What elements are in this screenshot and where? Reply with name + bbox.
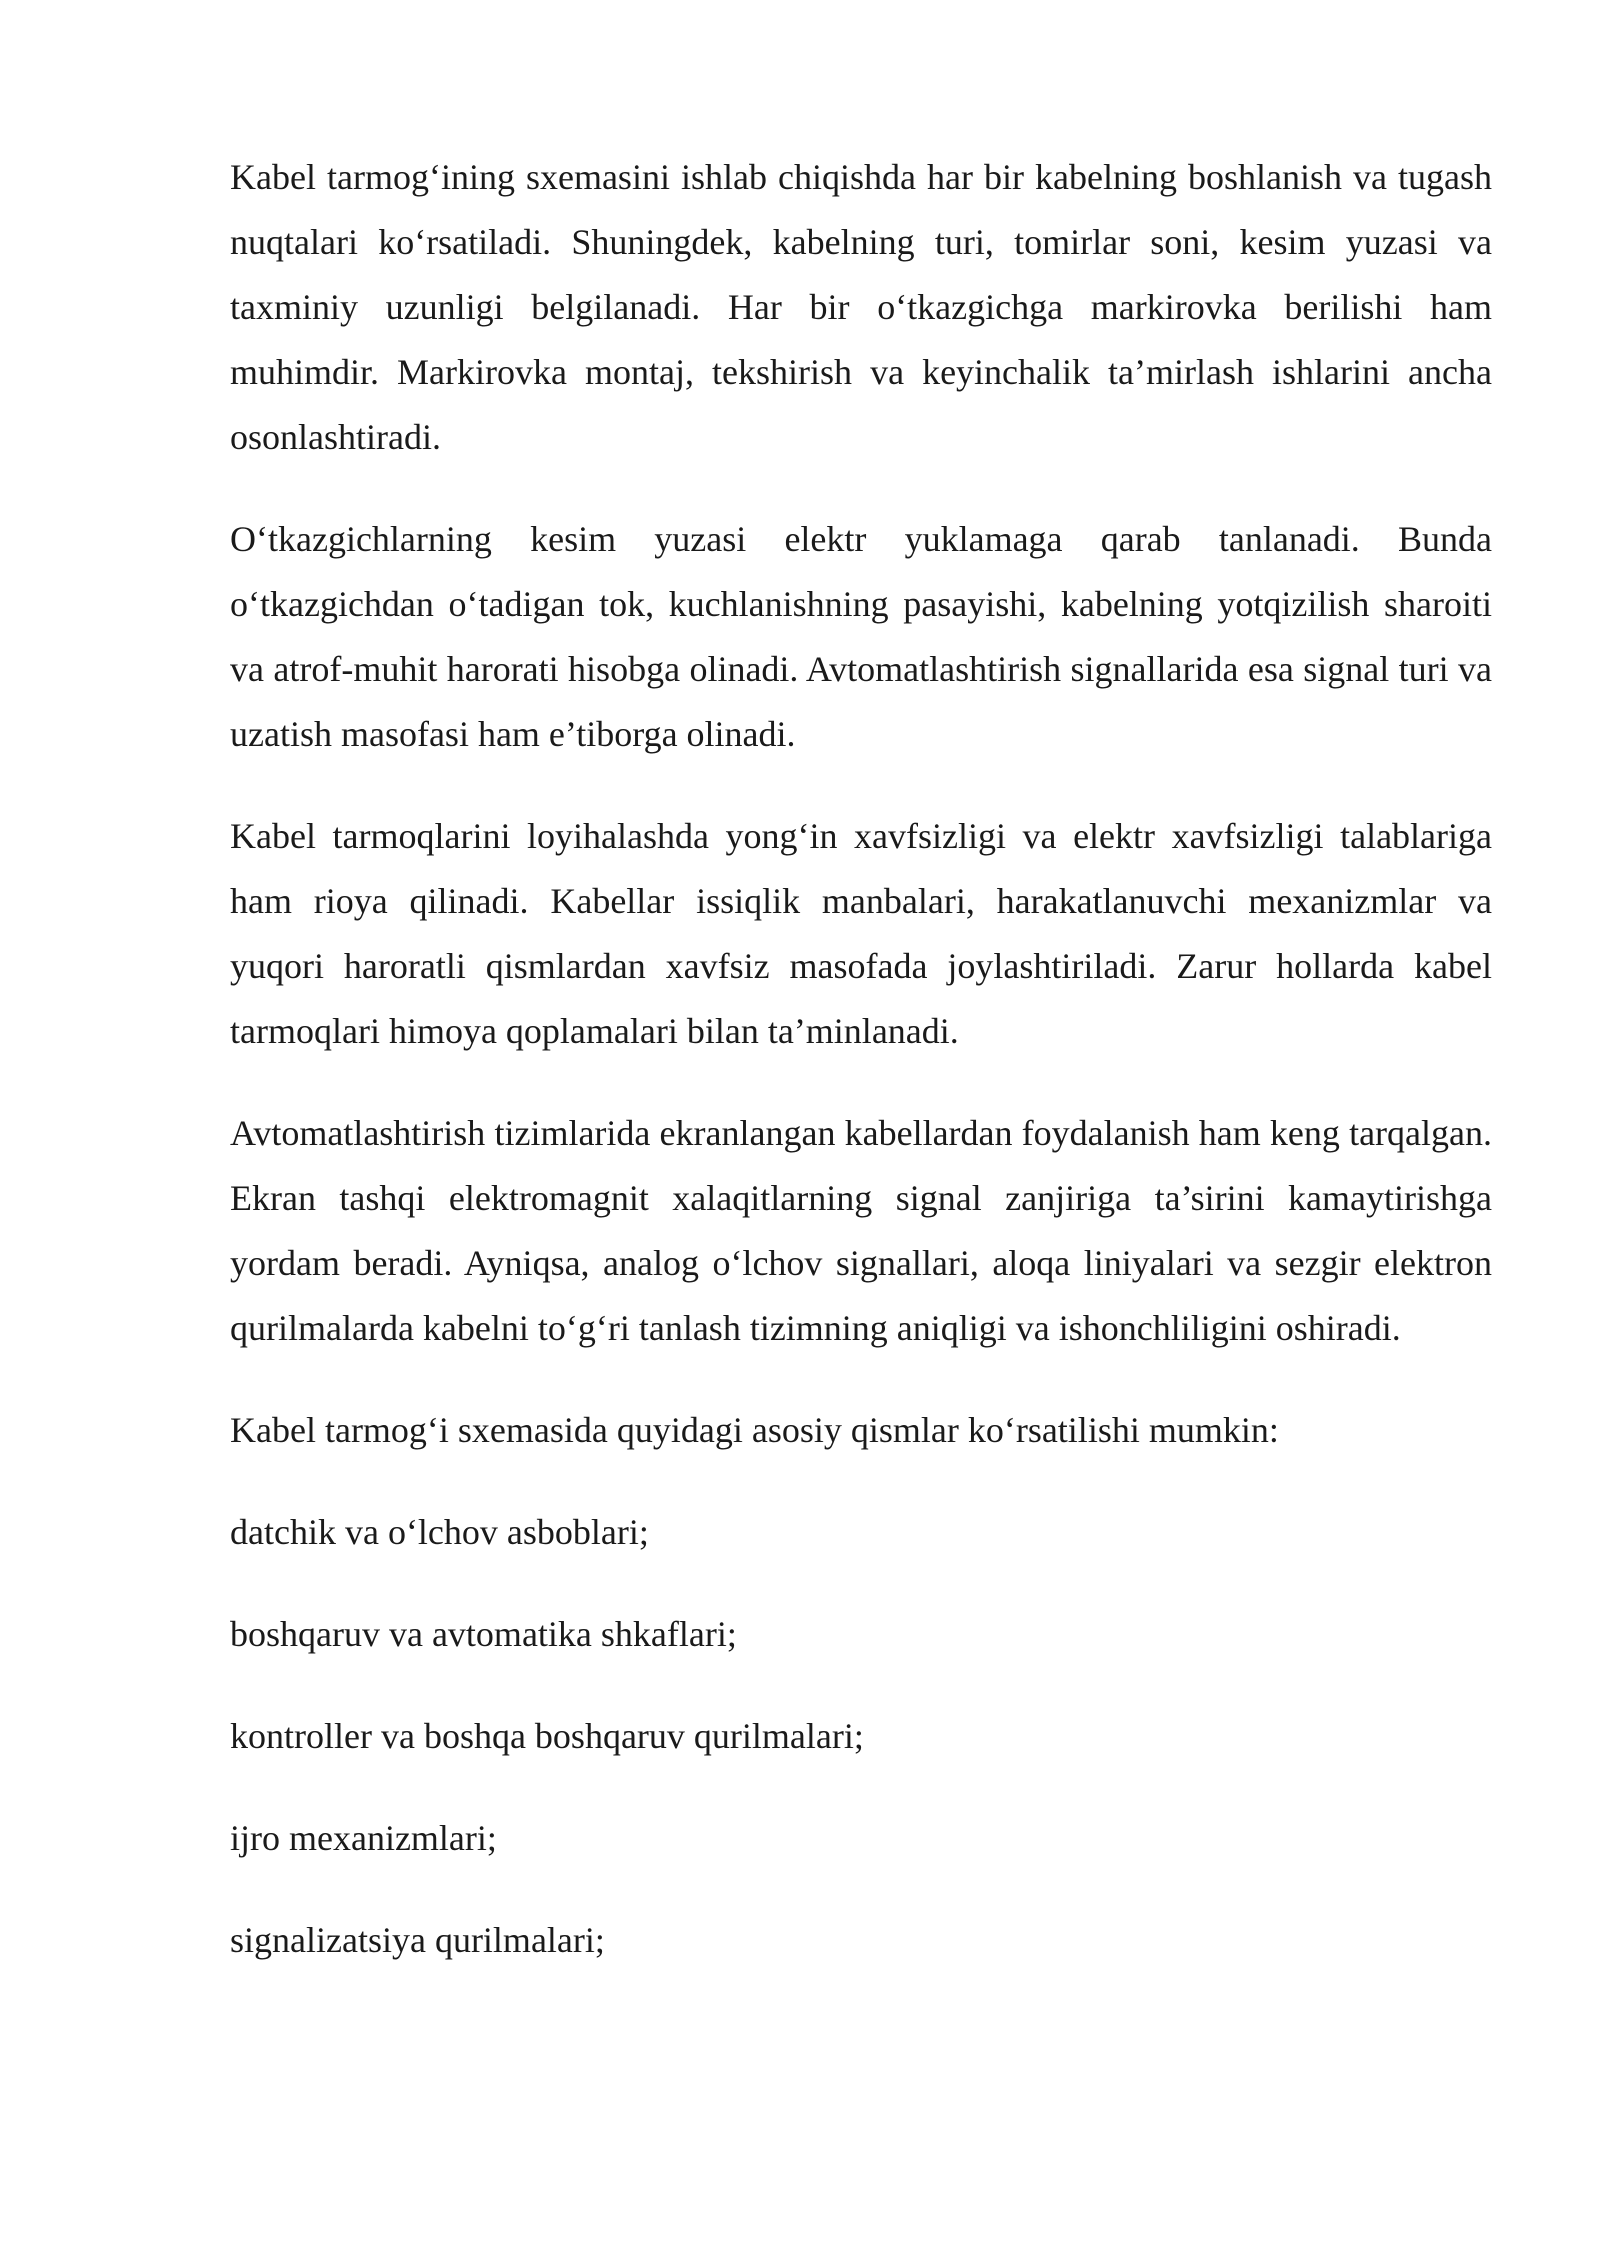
document-body [230,145,1492,2010]
list-intro: Kabel tarmog‘i sxemasida quyidagi asosiy qismlar ko‘rsatilishi mumkin: [230,1410,1279,1450]
paragraph-fire-safety: Kabel tarmoqlarini loyihalashda yong‘in xavfsizligi va elektr xavfsizligi talablariga ham rioya qilinadi. Kabellar issiqlik manbalari, harakatlanuvchi mexanizmlar va yuqori haroratli qismlardan xavfsiz masofada joylashtiriladi. Zarur hollarda kabel tarmoqlari himoya qoplamalari bilan ta’minlanadi. [230,816,1492,1051]
list-item: kontroller va boshqa boshqaruv qurilmalari; [230,1716,864,1756]
list-item: signalizatsiya qurilmalari; [230,1920,605,1960]
paragraph-shielded-cables: Avtomatlashtirish tizimlarida ekranlangan kabellardan foydalanish ham keng tarqalgan. Ekran tashqi elektromagnit xalaqitlarning signal zanjiriga ta’sirini kamaytirishga yordam beradi. Ayniqsa, analog o‘lchov signallari, aloqa liniyalari va sezgir elektron qurilmalarda kabelni to‘g‘ri tanlash tizimning aniqligi va ishonchliligini oshiradi. [230,1113,1492,1348]
list-item: datchik va o‘lchov asboblari; [230,1512,649,1552]
paragraph-conductor-section: O‘tkazgichlarning kesim yuzasi elektr yuklamaga qarab tanlanadi. Bunda o‘tkazgichdan o‘tadigan tok, kuchlanishning pasayishi, kabelning yotqizilish sharoiti va atrof-muhit harorati hisobga olinadi. Avtomatlashtirish signallarida esa signal turi va uzatish masofasi ham e’tiborga olinadi. [230,519,1492,754]
paragraph-cable-scheme: Kabel tarmog‘ining sxemasini ishlab chiqishda har bir kabelning boshlanish va tugash nuqtalari ko‘rsatiladi. Shuningdek, kabelning turi, tomirlar soni, kesim yuzasi va taxminiy uzunligi belgilanadi. Har bir o‘tkazgichga markirovka berilishi ham muhimdir. Markirovka montaj, tekshirish va keyinchalik ta’mirlash ishlarini ancha osonlashtiradi. [230,157,1492,457]
list-item: boshqaruv va avtomatika shkaflari; [230,1614,737,1654]
list-item: ijro mexanizmlari; [230,1818,497,1858]
